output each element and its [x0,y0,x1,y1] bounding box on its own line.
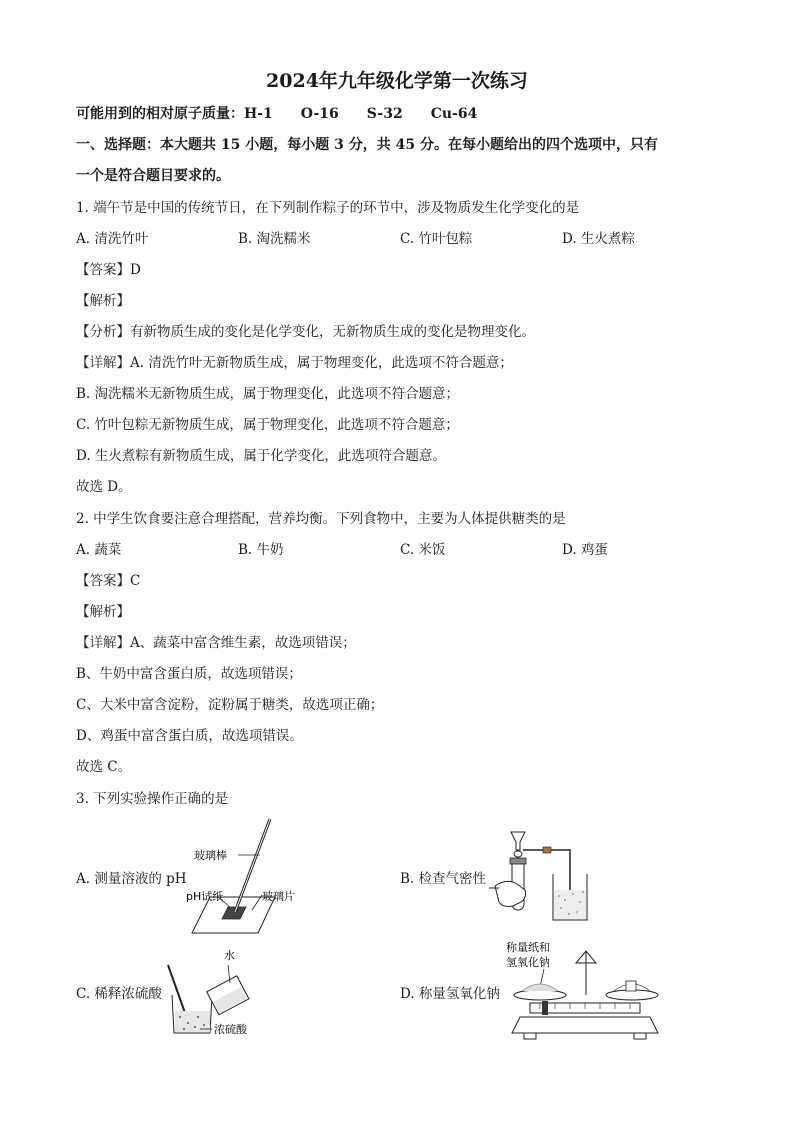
q1-detail-1: 【详解】A. 清洗竹叶无新物质生成，属于物理变化，此选项不符合题意； [76,355,513,371]
q2-option-d: D. 鸡蛋 [562,542,608,558]
q2-detail-4: D、鸡蛋中富含蛋白质，故选项错误。 [76,728,303,744]
q1-detail-2: B. 淘洗糯米无新物质生成，属于物理变化，此选项不符合题意； [76,386,460,402]
q1-option-b: B. 淘洗糯米 [238,231,311,247]
q2-answer: C [130,573,141,589]
section-heading-line-2: 一个是符合题目要求的。 [76,168,230,184]
q1-option-c: C. 竹叶包粽 [400,231,473,247]
q1-answer-tag: 【答案】 [76,262,130,278]
figure-ph-measurement [180,815,320,940]
q2-answer-tag: 【答案】 [76,573,130,589]
figure-airtightness-check [485,828,595,928]
q1-stem: 1. 端午节是中国的传统节日，在下列制作粽子的环节中，涉及物质发生化学变化的是 [76,200,580,216]
figure-weigh-naoh [500,937,670,1045]
q1-option-d: D. 生火煮粽 [562,231,635,247]
label-ph-paper: pH试纸 [186,890,224,903]
label-glass-plate: 玻璃片 [262,890,295,903]
q3-option-b: B. 检查气密性 [400,871,487,887]
q1-detail-3: C. 竹叶包粽无新物质生成，属于物理变化，此选项不符合题意； [76,417,459,433]
q2-option-c: C. 米饭 [400,542,446,558]
label-sulfuric-acid: 浓硫酸 [214,1023,247,1036]
q1-fenxi: 【分析】有新物质生成的变化是化学变化，无新物质生成的变化是物理变化。 [76,324,535,340]
q2-answer-line [76,572,140,590]
funnel [511,832,525,850]
ph-paper [222,907,246,919]
page-title: 2024年九年级化学第一次练习 [266,70,528,92]
q2-detail-2: B、牛奶中富含蛋白质，故选项错误； [76,666,302,682]
q3-option-c: C. 稀释浓硫酸 [76,986,162,1002]
q2-analysis-tag: 【解析】 [76,604,130,620]
section-heading-line-1: 一、选择题：本大题共 15 小题，每小题 3 分，共 45 分。在每小题给出的四个选项中，只有 [76,137,658,153]
q2-option-b: B. 牛奶 [238,542,284,558]
right-pan [606,990,658,1000]
q2-conclusion: 故选 C。 [76,759,132,775]
figure-dilute-sulfuric-acid [160,945,270,1045]
hand [495,881,526,906]
q3-stem: 3. 下列实验操作正确的是 [76,791,229,807]
q3-option-d: D. 称量氢氧化钠 [400,986,500,1002]
q1-detail-4: D. 生火煮粽有新物质生成，属于化学变化，此选项符合题意。 [76,448,446,464]
q2-detail-3: C、大米中富含淀粉，淀粉属于糖类，故选项正确； [76,697,384,713]
q3-option-a: A. 测量溶液的 pH [76,871,187,887]
q2-stem: 2. 中学生饮食要注意合理搭配，营养均衡。下列食物中，主要为人体提供糖类的是 [76,511,566,527]
label-water: 水 [224,949,235,962]
q1-answer: D [130,262,141,278]
q1-analysis-tag: 【解析】 [76,293,130,309]
q2-detail-1: 【详解】A、蔬菜中富含维生素，故选项错误； [76,635,356,651]
left-pan [514,990,566,1000]
q1-option-a: A. 清洗竹叶 [76,231,149,247]
q1-answer-line [76,261,141,279]
label-naoh: 氢氧化钠 [506,956,550,969]
q1-conclusion: 故选 D。 [76,479,132,495]
label-glass-rod: 玻璃棒 [194,849,227,862]
q2-option-a: A. 蔬菜 [76,542,122,558]
scale-base [512,1017,658,1033]
label-weighing-paper: 称量纸和 [506,941,550,954]
atomic-masses: 可能用到的相对原子质量：H-1 O-16 S-32 Cu-64 [76,106,478,122]
